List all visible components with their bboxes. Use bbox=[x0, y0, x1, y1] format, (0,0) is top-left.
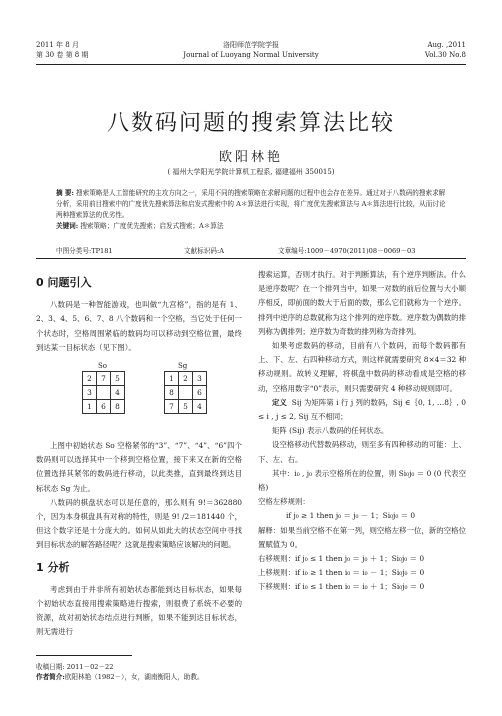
paragraph: 矩阵 (Sij) 表示八数码的任何状态。 bbox=[272, 426, 389, 436]
grid-cell: 5 bbox=[111, 372, 125, 386]
left-column bbox=[36, 268, 242, 640]
section-rule bbox=[36, 258, 466, 259]
grid-cell: 2 bbox=[179, 372, 193, 386]
rule-formula: 下移规则：if i₀ ≤ 1 then i₀ ＝ i₀ ＋ 1；Si₀j₀ ＝ 0 bbox=[258, 582, 425, 592]
paragraph: 解释：如果当前空格不在第一列，则空格左移一位，新的空格位置赋值为 0。 bbox=[258, 525, 466, 549]
received-date: 收稿日期: 2011－02－22 bbox=[36, 663, 114, 671]
paragraph: 八数码的棋盘状态可以是任意的，那么则有 9!＝362880 个，因为本身棋盘具有对称的特性，则是 9! /2＝181440 个，但这个数字还是十分庞大的。如何从如此大的状态空间中寻找到目标状态的解答路径呢？这就是搜索策略应该解决的问题。 bbox=[36, 497, 242, 550]
goal-state-grid bbox=[164, 371, 207, 414]
section-heading: 0 问题引入 bbox=[36, 276, 92, 289]
article-number: 文章编号:1009－4970(2011)08－0069－03 bbox=[278, 247, 416, 255]
right-column bbox=[258, 268, 466, 595]
initial-state-label: So bbox=[98, 362, 108, 371]
grid-cell: 7 bbox=[97, 372, 111, 386]
grid-cell: 4 bbox=[111, 386, 125, 400]
grid-cell: 6 bbox=[97, 400, 111, 414]
clc-number: 中图分类号:TP181 bbox=[56, 247, 113, 255]
header-right: Aug. ,2011 Vol.30 No.8 bbox=[424, 41, 466, 59]
paragraph: 考虑到由于并非所有初始状态都能到达目标状态，如果每个初始状态直接用搜索策略进行搜索，则很费了系统不必要的资源，故对初始状态结点进行判断，如果不能到达目标状态，则无需进行 bbox=[36, 584, 242, 637]
grid-cell: 6 bbox=[193, 386, 207, 400]
initial-state-grid bbox=[82, 371, 125, 414]
grid-cell: 4 bbox=[193, 400, 207, 414]
header-journal: 洛阳师范学院学报 Journal of Luoyang Normal University bbox=[183, 41, 319, 59]
grid-cell: 2 bbox=[83, 372, 97, 386]
footnote bbox=[36, 662, 204, 682]
paragraph: 搜索运算，否则才执行。对于判断算法，有个逆序判断法。什么是逆序数呢？在一个排列当中，如果一对数的前后位置与大小顺序相反，即前面的数大于后面的数，那么它们就称为一个逆序。排列中逆序的总数就称为这个排列的逆序数。逆序数为偶数的排列称为偶排列；逆序数为奇数的排列称为奇排列。 bbox=[258, 270, 466, 336]
grid-cell: 8 bbox=[165, 386, 179, 400]
grid-cell: 3 bbox=[83, 386, 97, 400]
abstract: 摘 要: 搜索策略是人工智能研究的主攻方向之一，采用不同的搜索策略在求解问题的过程中也会存在差异。通过对于八数码的搜索求解分析，采用前目搜索中的广度优先搜索算法和启发式搜索中的 A＊算法进行实现，将广度优先搜索算法与 A＊算法进行比较，从而讨论两种搜索算法的优劣性。 bbox=[56, 189, 446, 219]
author-affiliation: ( 福州大学阳光学院计算机工程系, 福建福州 350015) bbox=[167, 168, 335, 176]
paragraph: 如果考虑数码的移动，目前有八个数码，而每个数码都有上、下、左、右四种移动方式，则这样就需要研究 8×4＝32 种移动规则。故转义理解，将棋盘中数码的移动看成是空格的移动，空格用数字“0”表示，则只需要研究 4 种移动规则即可。 bbox=[258, 341, 466, 393]
grid-cell: 7 bbox=[165, 400, 179, 414]
rule-formula: 上移规则：if i₀ ≥ 1 then i₀ ＝ i₀ － 1；Si₀j₀ ＝ 0 bbox=[258, 568, 425, 578]
document-code: 文献标识码:A bbox=[184, 247, 224, 255]
footnote-rule bbox=[36, 655, 132, 656]
definition: 定义 Sij 为矩阵第 i 行 j 列的数码，Sij ∈｛0, 1, …8｝, 0 ≤ i , j ≤ 2, Sij 互不相同； bbox=[258, 397, 466, 422]
grid-cell bbox=[97, 386, 111, 400]
paragraph: 上图中初始状态 So 空格紧邻的“3”、“7”、“4”、“6”四个数码则可以选择其中一个移到空格位置，接下来又在新的空格位置选择其紧邻的数码进行移动，以此类推，直到最终到达目标状态 Sg 为止。 bbox=[36, 441, 242, 493]
author-bio: 作者简介:欧阳林艳（1982－），女，湖南衡阳人，助教。 bbox=[36, 673, 204, 681]
grid-cell: 1 bbox=[83, 400, 97, 414]
grid-cell: 3 bbox=[193, 372, 207, 386]
section-heading: 1 分析 bbox=[36, 560, 70, 574]
keywords: 关键词: 搜索策略；广度优先搜索；启发式搜索；A＊算法 bbox=[56, 222, 224, 230]
grid-cell: 1 bbox=[165, 372, 179, 386]
rule-formula: if j₀ ≥ 1 then j₀ ＝ j₀ － 1；Si₀j₀ ＝ 0 bbox=[286, 511, 416, 521]
paragraph: 八数码是一种智能游戏，也叫做“九宫格”，指的是有 1、2、3、4、5、6、7、8 八个数码和一个空格，当它处于任何一个状态时，空格周围紧临的数码均可以移动到空格位置，最终到达某一目标状态（见下图）。 bbox=[36, 300, 242, 352]
rule-heading: 空格左移规则： bbox=[258, 497, 310, 507]
grid-cell: 8 bbox=[111, 400, 125, 414]
puzzle-figure bbox=[36, 359, 242, 435]
grid-cell bbox=[179, 386, 193, 400]
header-left: 2011 年 8 月 第 30 卷 第 8 期 bbox=[36, 41, 89, 59]
rule-formula: 右移规则：if j₀ ≤ 1 then j₀ ＝ j₀ ＋ 1；Si₀j₀ ＝ 0 bbox=[258, 554, 425, 564]
paper-title: 八数码问题的搜索算法比较 bbox=[106, 111, 395, 136]
author-name: 欧阳林艳 bbox=[218, 150, 283, 165]
abstract-block bbox=[56, 188, 446, 232]
paragraph: 设空格移动代替数码移动，则至多有四种移动的可能：上、下、左、右。 bbox=[258, 440, 466, 464]
goal-state-label: Sg bbox=[178, 362, 188, 371]
header-rule bbox=[36, 64, 466, 65]
paragraph: 其中：i₀ , j₀ 表示空格所在的位置，则 Si₀j₀ ＝ 0 (0 代表空格) bbox=[258, 468, 466, 493]
grid-cell: 5 bbox=[179, 400, 193, 414]
